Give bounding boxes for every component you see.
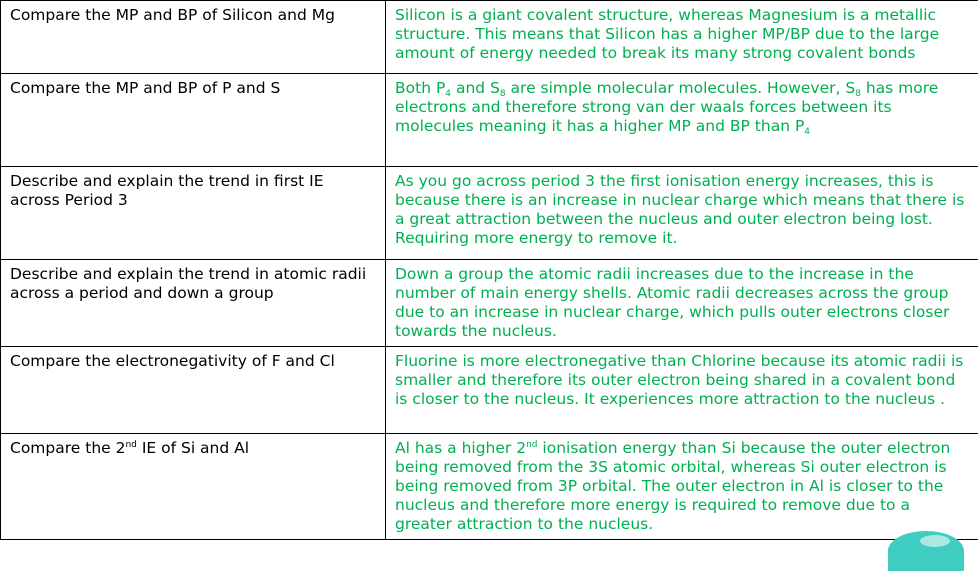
answer-text: has more electrons and therefore strong van der waals forces between its molecules meaning it has a higher MP and BP than P (395, 79, 938, 135)
answer-text: are simple molecular molecules. However, S (506, 79, 856, 97)
superscript: nd (526, 440, 537, 450)
question-cell: Compare the electronegativity of F and Cl (1, 347, 386, 434)
decorative-corner-highlight (920, 535, 950, 547)
table-row (1, 260, 978, 347)
table-row (1, 167, 978, 260)
subscript: 4 (445, 89, 451, 99)
answer-text: ionisation energy than Si because the outer electron being removed from the 3S atomic orbital, whereas Si outer electron is being removed from 3P orbital. The outer electron in Al is closer to the nucleus and therefore more energy is required to remove due to a greater attraction to the nucleus. (395, 439, 950, 533)
answer-cell: As you go across period 3 the first ionisation energy increases, this is because there is an increase in nuclear charge which means that there is a great attraction between the nucleus and outer electron being lost. Requiring more energy to remove it. (386, 167, 978, 260)
answer-cell: Fluorine is more electronegative than Chlorine because its atomic radii is smaller and therefore its outer electron being shared in a covalent bond is closer to the nucleus. It experiences more attraction to the nucleus . (386, 347, 978, 434)
answer-cell: Silicon is a giant covalent structure, whereas Magnesium is a metallic structure. This means that Silicon has a higher MP/BP due to the large amount of energy needed to break its many strong covalent bonds (386, 1, 978, 74)
question-cell: Compare the MP and BP of Silicon and Mg (1, 1, 386, 74)
answer-cell (386, 74, 978, 167)
table-row (1, 1, 978, 74)
answer-cell: Down a group the atomic radii increases due to the increase in the number of main energy shells. Atomic radii decreases across the group due to an increase in nuclear charge, which pulls outer electrons closer towards the nucleus. (386, 260, 978, 347)
subscript: 8 (500, 89, 506, 99)
question-cell (1, 434, 386, 540)
subscript: 8 (855, 89, 861, 99)
table-row (1, 434, 978, 540)
question-cell: Describe and explain the trend in first IE across Period 3 (1, 167, 386, 260)
answer-text: and S (451, 79, 500, 97)
question-cell: Describe and explain the trend in atomic radii across a period and down a group (1, 260, 386, 347)
question-text: Compare the 2 (10, 439, 125, 457)
answer-text: Al has a higher 2 (395, 439, 526, 457)
answer-cell (386, 434, 978, 540)
table-row (1, 74, 978, 167)
subscript: 4 (804, 127, 810, 137)
question-cell: Compare the MP and BP of P and S (1, 74, 386, 167)
answer-text: Both P (395, 79, 445, 97)
question-text: IE of Si and Al (137, 439, 249, 457)
superscript: nd (125, 440, 136, 450)
table-row (1, 347, 978, 434)
